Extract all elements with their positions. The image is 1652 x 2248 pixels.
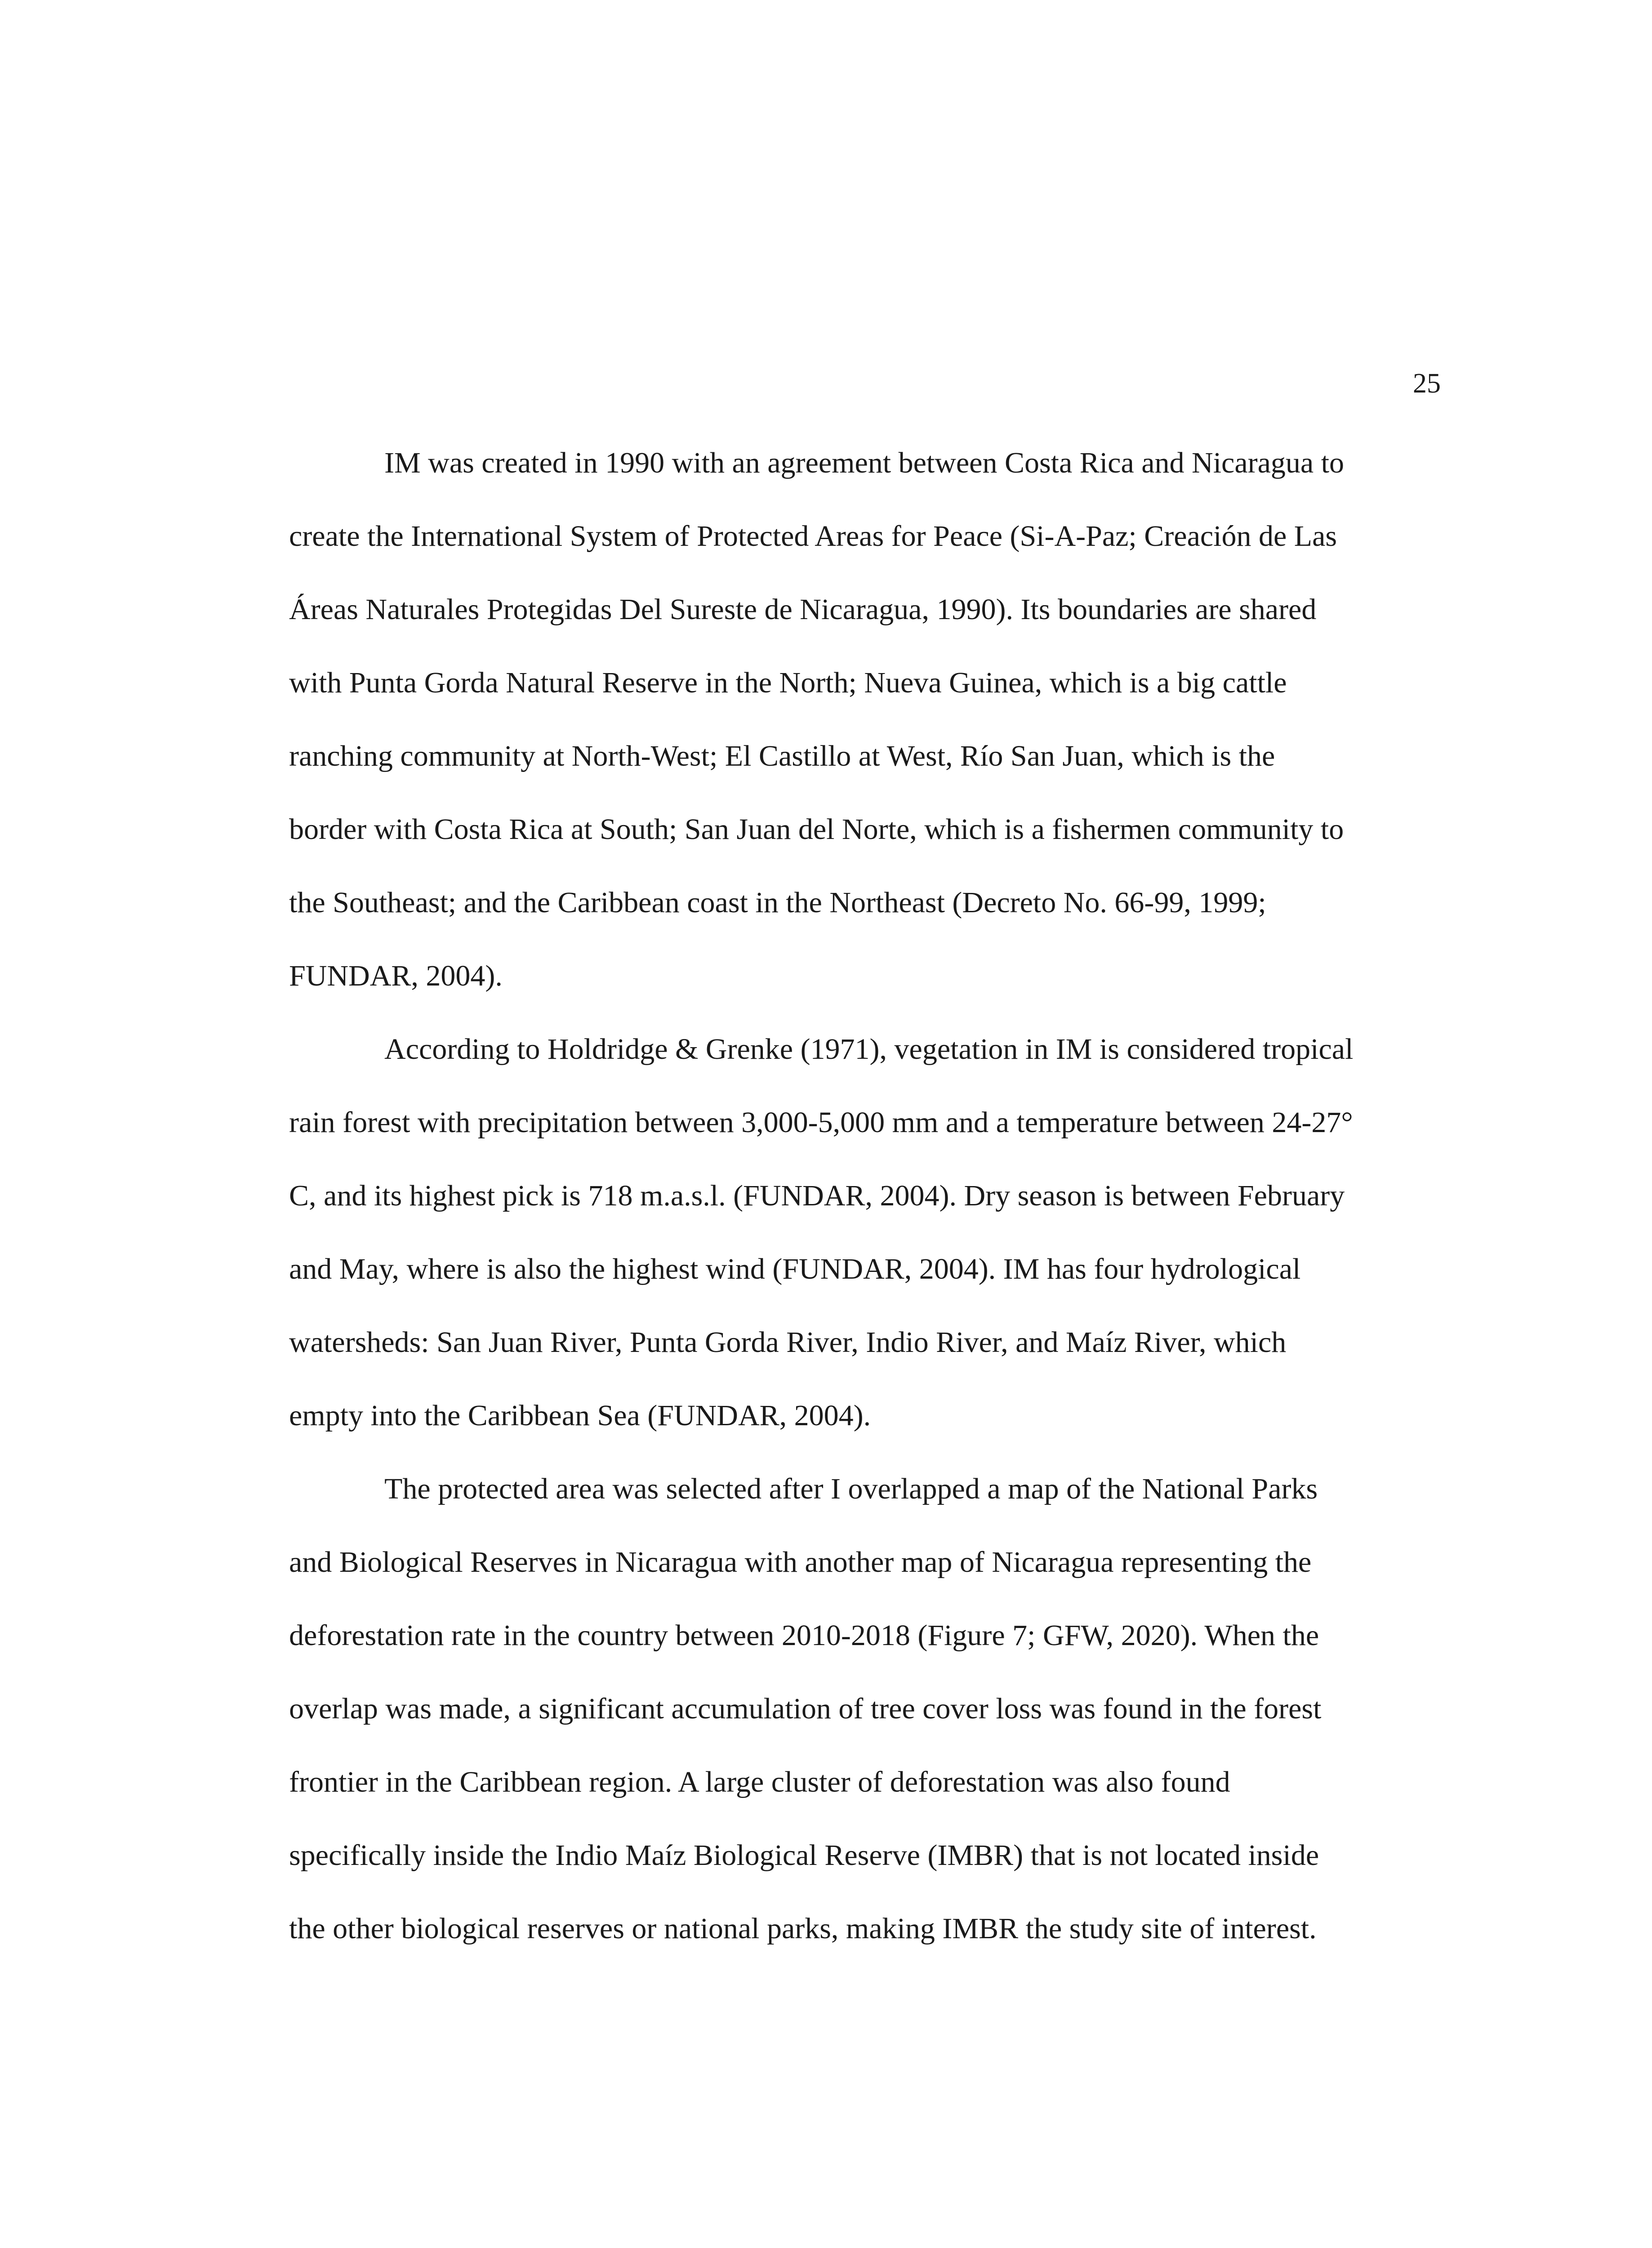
page-number: 25 [1413,368,1441,399]
text-line: create the International System of Protected Areas for Peace (Si-A-Paz; Creación de Las [289,520,1337,553]
text-line: The protected area was selected after I overlapped a map of the National Parks [384,1472,1318,1505]
text-line: According to Holdridge & Grenke (1971), vegetation in IM is considered tropical [384,1033,1354,1066]
text-line: empty into the Caribbean Sea (FUNDAR, 2004). [289,1399,871,1432]
text-line: frontier in the Caribbean region. A large cluster of deforestation was also found [289,1766,1230,1798]
text-line: C, and its highest pick is 718 m.a.s.l. (FUNDAR, 2004). Dry season is between February [289,1179,1345,1212]
paragraph-1 [289,438,1431,1025]
text-line: and Biological Reserves in Nicaragua with another map of Nicaragua representing the [289,1546,1312,1579]
text-line: deforestation rate in the country between 2010-2018 (Figure 7; GFW, 2020). When the [289,1619,1319,1652]
text-line: watersheds: San Juan River, Punta Gorda River, Indio River, and Maíz River, which [289,1326,1287,1359]
paragraph-3 [289,1464,1431,1977]
text-line: ranching community at North-West; El Castillo at West, Río San Juan, which is the [289,740,1275,772]
body-text [289,438,1431,1977]
text-line: Áreas Naturales Protegidas Del Sureste de Nicaragua, 1990). Its boundaries are shared [289,593,1317,626]
text-line: the Southeast; and the Caribbean coast in the Northeast (Decreto No. 66-99, 1999; [289,886,1266,919]
text-line: specifically inside the Indio Maíz Biological Reserve (IMBR) that is not located inside [289,1839,1319,1872]
text-line: IM was created in 1990 with an agreement between Costa Rica and Nicaragua to [384,446,1345,479]
text-line: with Punta Gorda Natural Reserve in the North; Nueva Guinea, which is a big cattle [289,666,1287,699]
text-line: border with Costa Rica at South; San Juan del Norte, which is a fishermen community to [289,813,1344,846]
text-line: FUNDAR, 2004). [289,959,503,992]
text-line: rain forest with precipitation between 3,000-5,000 mm and a temperature between 24-27° [289,1106,1353,1139]
text-line: and May, where is also the highest wind (FUNDAR, 2004). IM has four hydrological [289,1253,1301,1285]
paragraph-2 [289,1025,1431,1464]
text-line: the other biological reserves or national parks, making IMBR the study site of interest. [289,1912,1317,1945]
text-line: overlap was made, a significant accumulation of tree cover loss was found in the forest [289,1692,1322,1725]
